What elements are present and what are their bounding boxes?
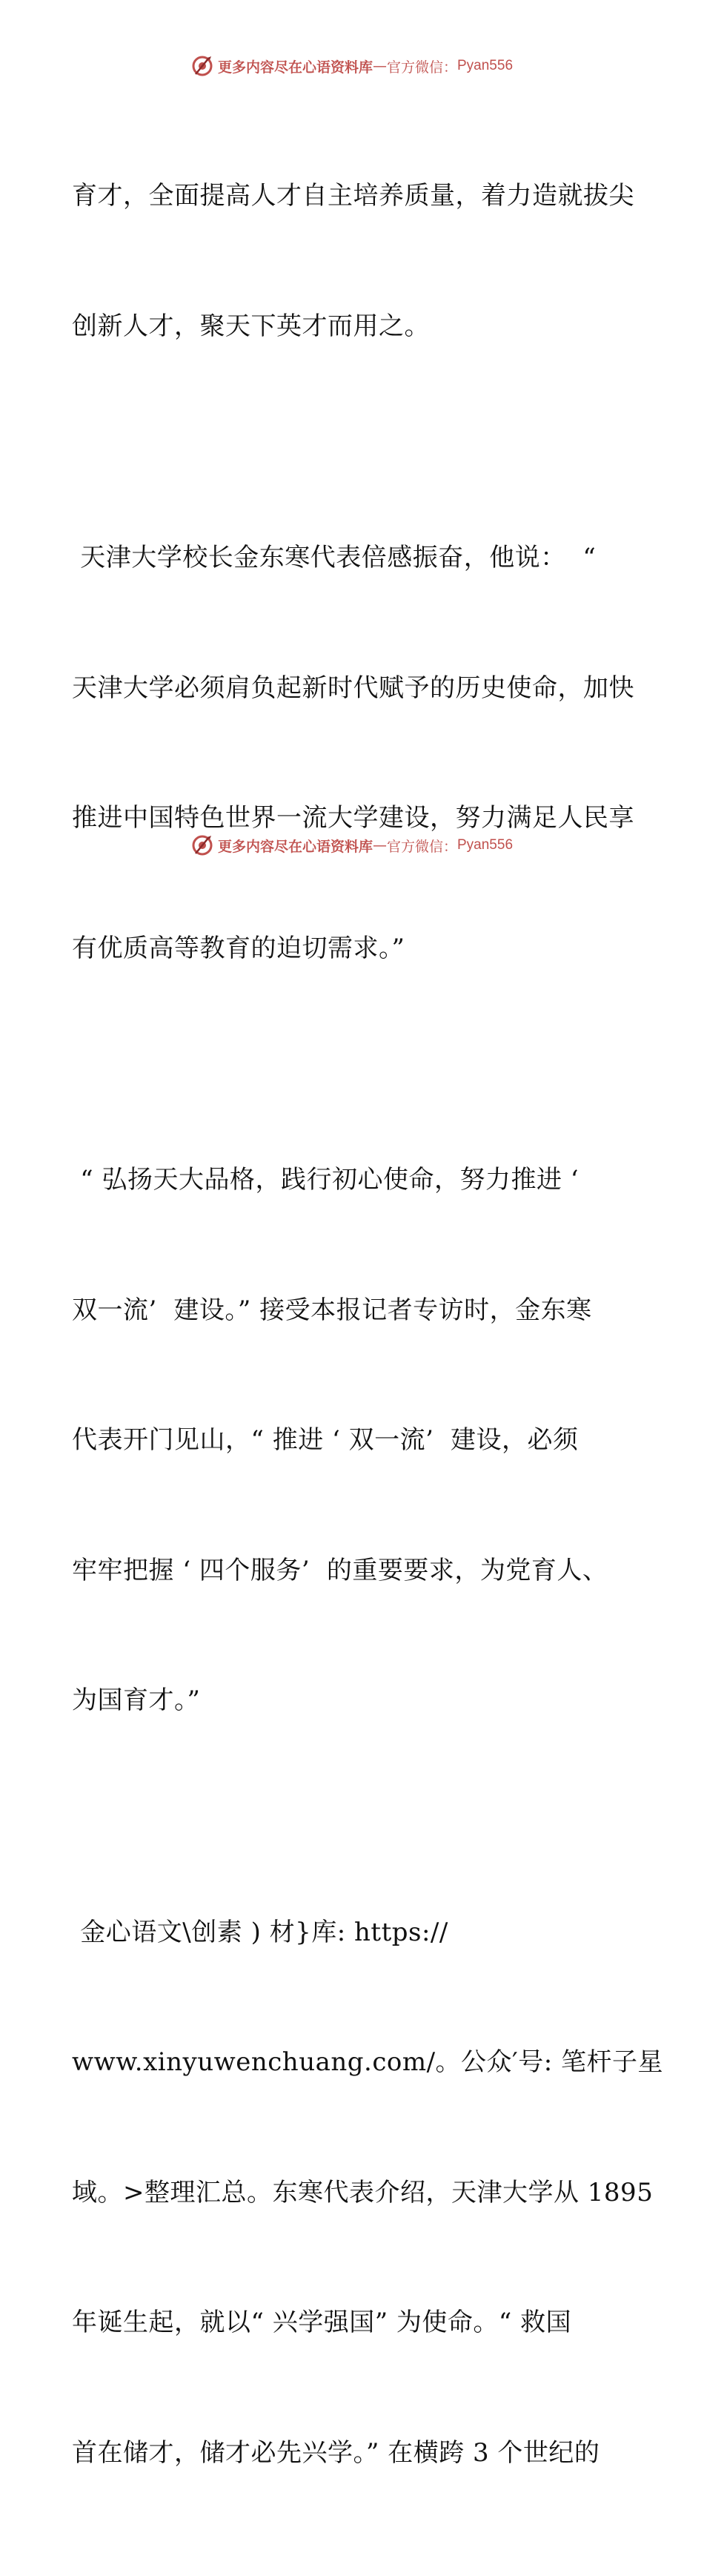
watermark-wechat-id: Pyan556 [457,58,514,73]
paragraph [72,1071,635,1809]
text-line: “ 弘扬天大品格，践行初心使命，努力推进 ‘ [72,1165,580,1195]
watermark-wechat-id: Pyan556 [457,837,514,853]
brand-logo-icon [191,834,213,856]
text-line: 推进中国特色世界一流大学建设，努力满足人民享 [72,803,634,833]
text-line: 为国育才。” [72,1685,201,1715]
watermark-brand: 更多内容尽在心语资料库 [217,59,373,76]
text-line: 牢牢把握 ‘ 四个服务’ 的重要要求，为党育人、 [72,1555,608,1585]
footer-watermark [0,832,704,859]
text-line: 代表开门见山，“ 推进 ‘ 双一流’ 建设，必须 [72,1425,579,1455]
text-line: 创新人才，聚天下英才而用之。 [72,311,430,341]
document-body [72,87,664,2576]
text-line: 金心语文\创素 ) 材}库: https:// [72,1917,448,1947]
text-line: 首在储才，储才必先兴学。” 在横跨 3 个世纪的 [72,2437,600,2468]
watermark-brand: 更多内容尽在心语资料库 [217,838,373,855]
watermark-separator: — [372,58,387,74]
watermark-separator: — [372,837,387,853]
text-line: 天津大学校长金东寒代表倍感振奋，他说： “ [72,543,597,572]
text-line: 育才，全面提高人才自主培养质量，着力造就拔尖 [72,181,634,211]
text-line: 双一流’ 建设。” 接受本报记者专访时，金东寒 [72,1295,592,1325]
paragraph [72,449,635,1057]
paragraph [72,87,635,435]
text-line: 天津大学必须肩负起新时代赋予的历史使命，加快 [72,673,634,703]
brand-logo-icon [191,55,213,77]
text-line: 域。>整理汇总。东寒代表介绍，天津大学从 1895 [72,2177,654,2207]
header-watermark [0,53,704,79]
paragraph [72,1824,664,2562]
text-line: 年诞生起，就以“ 兴学强国” 为使命。“ 救国 [72,2308,572,2337]
text-line: www.xinyuwenchuang.com/。公众′号: 笔杆子星 [72,2047,664,2077]
text-line: 有优质高等教育的迫切需求。” [72,933,405,963]
watermark-wechat-label: 官方微信： [386,59,457,76]
watermark-wechat-label: 官方微信： [386,838,457,855]
